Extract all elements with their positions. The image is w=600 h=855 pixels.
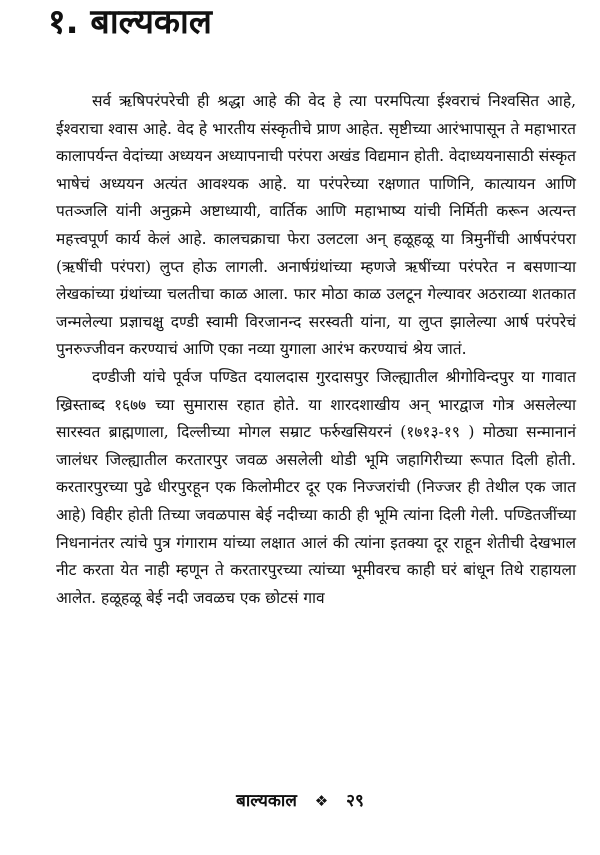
paragraph-2: दण्डीजी यांचे पूर्वज पण्डित दयालदास गुरदासपुर जिल्ह्यातील श्रीगोविन्दपुर या गावात ख्रिस्ताब्द १६७७ च्या सुमारास रहात होते. या शारदशाखीय अन् भारद्वाज गोत्र असलेल्या सारस्वत ब्राह्मणाला, दिल्लीच्या मोगल सम्राट फर्रुखसियरनं (१७१३-१९ ) मोठ्या सन्मानानं जालंधर जिल्ह्यातील करतारपुर जवळ असलेली थोडी भूमि जहागिरीच्या रूपात दिली होती. करतारपुरच्या पुढे धीरपुरहून एक किलोमीटर दूर एक निज्जरांची (निज्जर ही तेथील एक जात आहे) विहीर होती तिच्या जवळपास बेई नदीच्या काठी ही भूमि त्यांना दिली गेली. पण्डितजींच्या निधनानंतर त्यांचे पुत्र गंगाराम यांच्या लक्षात आलं की त्यांना इतक्या दूर राहून शेतीची देखभाल नीट करता येत नाही म्हणून ते करतारपुरच्या त्यांच्या भूमीवरच काही घरं बांधून तिथे राहायला आलेत. हळूहळू बेई नदी जवळच एक छोटसं गाव bbox=[56, 367, 576, 607]
body-text bbox=[56, 88, 576, 612]
ornament-icon: ❖ bbox=[314, 792, 329, 810]
page-footer bbox=[0, 788, 600, 811]
page-number: २९ bbox=[346, 791, 364, 811]
chapter-title: १. बाल्यकाल bbox=[48, 2, 212, 42]
running-title: बाल्यकाल bbox=[236, 791, 297, 811]
paragraph-1: सर्व ऋषिपरंपरेची ही श्रद्धा आहे की वेद हे त्या परमपित्या ईश्वराचं निश्वसित आहे, ईश्वराचा श्वास आहे. वेद हे भारतीय संस्कृतीचे प्राण आहेत. सृष्टीच्या आरंभापासून ते महाभारत कालापर्यन्त वेदांच्या अध्ययन अध्यापनाची परंपरा अखंड विद्यमान होती. वेदाध्ययनासाठी संस्कृत भाषेचं अध्ययन अत्यंत आवश्यक आहे. या परंपरेच्या रक्षणात पाणिनि, कात्यायन आणि पतञ्जलि यांनी अनुक्रमे अष्टाध्यायी, वार्तिक आणि महाभाष्य यांची निर्मिती करून अत्यन्त महत्त्वपूर्ण कार्य केलं आहे. कालचक्राचा फेरा उलटला अन् हळूहळू या त्रिमुनींची आर्षपरंपरा (ऋषींची परंपरा) लुप्त होऊ लागली. अनार्षग्रंथांच्या म्हणजे ऋषींच्या परंपरेत न बसणाऱ्या लेखकांच्या ग्रंथांच्या चलतीचा काळ आला. फार मोठा काळ उलटून गेल्यावर अठराव्या शतकात जन्मलेल्या प्रज्ञाचक्षु दण्डी स्वामी विरजानन्द सरस्वती यांना, या लुप्त झालेल्या आर्ष परंपरेचं पुनरुज्जीवन करण्याचं आणि एका नव्या युगाला आरंभ करण्याचं श्रेय जातं. bbox=[56, 92, 576, 359]
